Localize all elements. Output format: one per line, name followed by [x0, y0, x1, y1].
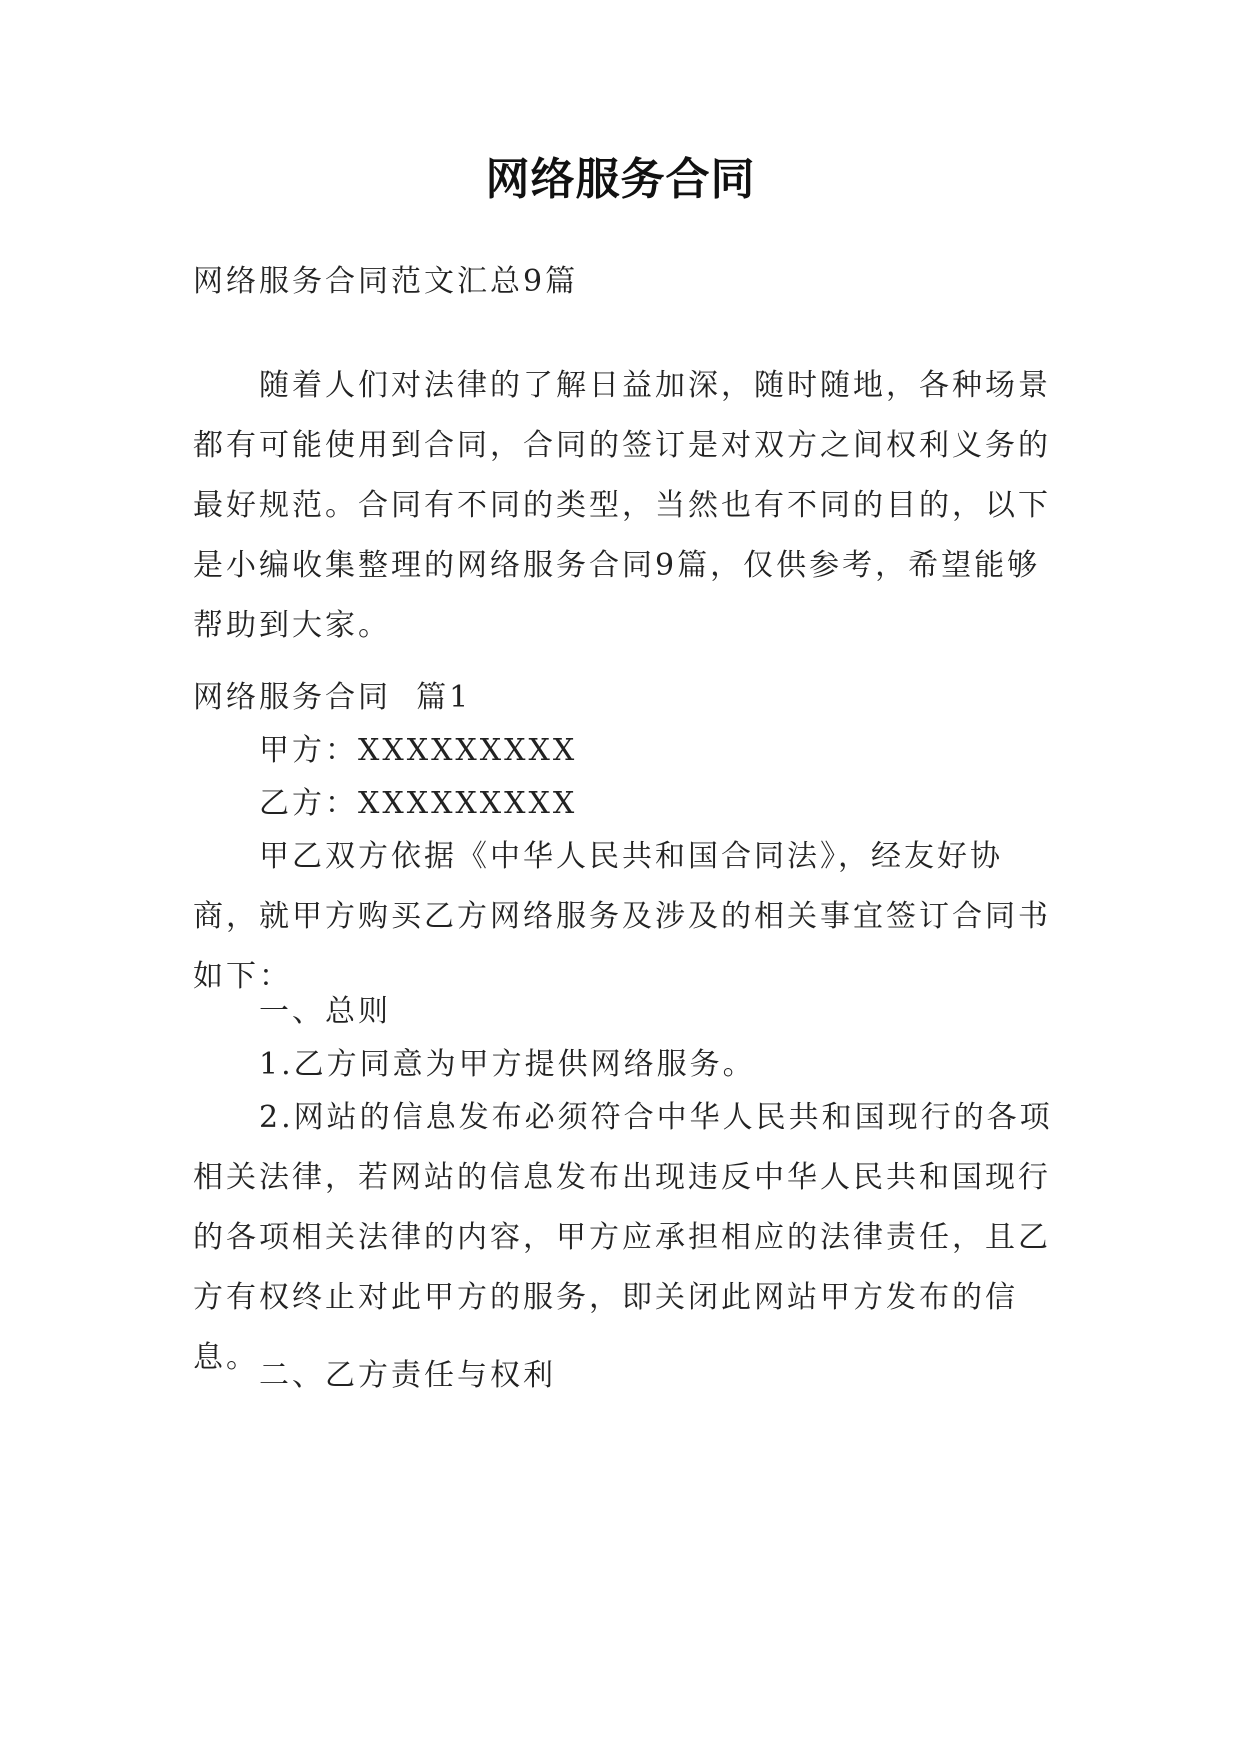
clause-2-heading: 二、乙方责任与权利	[259, 1358, 556, 1393]
clause-1-item-2: 2.网站的信息发布必须符合中华人民共和国现行的各项相关法律，若网站的信息发布出现违反中华人民共和国现行的各项相关法律的内容，甲方应承担相应的法律责任，且乙方有权终止对此甲方的服务，即关闭此网站甲方发布的信息。	[193, 1100, 1053, 1375]
document-title: 网络服务合同	[485, 154, 756, 205]
party-a-line: 甲方：XXXXXXXXX	[259, 733, 578, 768]
section-heading: 网络服务合同 篇1	[193, 680, 472, 715]
intro-paragraph: 随着人们对法律的了解日益加深，随时随地，各种场景都有可能使用到合同，合同的签订是对双方之间权利义务的最好规范。合同有不同的类型，当然也有不同的目的，以下是小编收集整理的网络服务合同9篇，仅供参考，希望能够帮助到大家。	[193, 368, 1051, 643]
clause-1-heading: 一、总则	[259, 994, 391, 1029]
document-subtitle: 网络服务合同范文汇总9篇	[193, 264, 579, 299]
preamble-paragraph: 甲乙双方依据《中华人民共和国合同法》，经友好协商，就甲方购买乙方网络服务及涉及的相关事宜签订合同书如下：	[193, 839, 1051, 994]
clause-1-item-1: 1.乙方同意为甲方提供网络服务。	[259, 1047, 756, 1082]
party-b-line: 乙方：XXXXXXXXX	[259, 786, 578, 821]
